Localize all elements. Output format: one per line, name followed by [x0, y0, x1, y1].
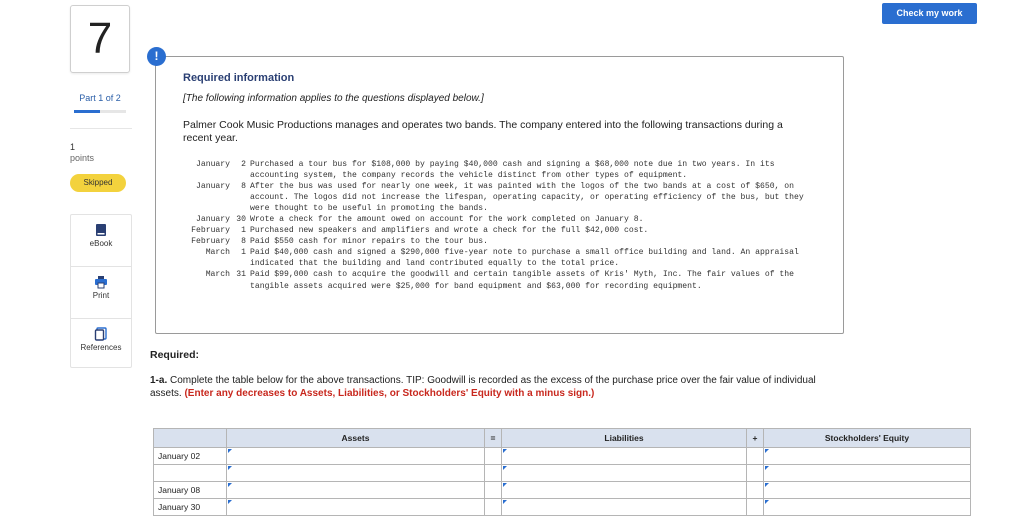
transaction-day: 2: [241, 160, 246, 169]
question-number: 7: [70, 5, 130, 73]
transaction-desc: Paid $550 cash for minor repairs to the tour bus.: [250, 237, 488, 247]
printer-icon: [94, 275, 108, 289]
plus-cell: [747, 448, 764, 465]
transaction-desc: Purchased new speakers and amplifiers and wrote a check for the full $42,000 cost.: [250, 226, 649, 236]
transaction-desc: Paid $40,000 cash and signed a $290,000 five-year note to purchase a small office building and land. An appraisal indicated that the building and land contributed equally to the total price.: [250, 248, 799, 269]
required-note: (Enter any decreases to Assets, Liabilities, or Stockholders' Equity with a minus sign.): [184, 387, 595, 399]
assets-header: Assets: [227, 429, 485, 448]
print-button[interactable]: [71, 275, 131, 319]
transaction-month: January: [196, 182, 230, 192]
transaction-month: March: [205, 270, 230, 280]
required-text: Complete the table below for the above transactions. TIP: Goodwill is recorded as the excess of the purchase price over the fair value of individual assets.: [150, 375, 816, 399]
points-value: 1: [70, 142, 76, 152]
required-instructions: [150, 375, 840, 400]
check-my-work-button[interactable]: Check my work: [882, 3, 977, 24]
plus-cell: [747, 482, 764, 499]
equity-input[interactable]: [764, 465, 971, 482]
info-title: Required information: [183, 72, 295, 84]
row-date: January 30: [154, 499, 227, 516]
part-indicator: Part 1 of 2: [79, 93, 121, 103]
liabilities-input[interactable]: [502, 499, 747, 516]
transaction-day: 31: [236, 270, 246, 280]
equals-cell: [485, 482, 502, 499]
tools-panel: [70, 214, 132, 368]
row-date: January 08: [154, 482, 227, 499]
rail-divider: [70, 128, 132, 129]
transaction-row: [172, 214, 812, 225]
transaction-row: [172, 269, 812, 291]
ebook-button[interactable]: [71, 223, 131, 267]
references-icon: [94, 327, 108, 341]
transaction-month: March: [205, 248, 230, 258]
transaction-month: February: [191, 237, 230, 247]
table-header-row: [154, 429, 971, 448]
equity-input[interactable]: [764, 448, 971, 465]
assets-input[interactable]: [227, 482, 485, 499]
stockholders-equity-header: Stockholders' Equity: [764, 429, 971, 448]
transaction-row: [172, 225, 812, 236]
print-label: Print: [92, 291, 110, 300]
transaction-desc: Paid $99,000 cash to acquire the goodwill and certain tangible assets of Kris' Myth, Inc. The fair values of the tangible assets acquired were $25,000 for band equipment and $63,000 for recording equipment.: [250, 270, 794, 291]
accounting-equation-table: [153, 428, 971, 516]
assets-input[interactable]: [227, 465, 485, 482]
equity-input[interactable]: [764, 482, 971, 499]
table-row: [154, 499, 971, 516]
book-icon: [94, 223, 108, 237]
equity-input[interactable]: [764, 499, 971, 516]
info-intro: Palmer Cook Music Productions manages and operates two bands. The company entered into the following transactions during a recent year.: [183, 119, 783, 144]
row-date: January 02: [154, 448, 227, 465]
equals-sign: =: [485, 429, 502, 448]
transaction-desc: After the bus was used for nearly one week, it was painted with the logos of the two bands at a cost of $650, on account. The logos did not increase the lifespan, operating capacity, or operating efficiency of the bus, but they were thought to be useful in promoting the bands.: [250, 182, 804, 214]
liabilities-input[interactable]: [502, 482, 747, 499]
assets-input[interactable]: [227, 499, 485, 516]
equals-cell: [485, 499, 502, 516]
transaction-day: 8: [241, 237, 246, 247]
ebook-label: eBook: [89, 239, 113, 248]
transaction-row: [172, 159, 812, 181]
table-row: [154, 465, 971, 482]
table-row: [154, 448, 971, 465]
liabilities-header: Liabilities: [502, 429, 747, 448]
plus-cell: [747, 465, 764, 482]
references-label: References: [80, 343, 122, 352]
table-row: [154, 482, 971, 499]
transaction-row: [172, 181, 812, 214]
liabilities-input[interactable]: [502, 448, 747, 465]
alert-icon: !: [147, 47, 166, 66]
transaction-month: January: [196, 160, 230, 169]
transaction-desc: Purchased a tour bus for $108,000 by paying $40,000 cash and signing a $68,000 note due in two years. In its accounting system, the company records the vehicle distinct from other types of equipment.: [250, 160, 775, 181]
transaction-row: [172, 247, 812, 269]
transaction-day: 30: [236, 215, 246, 225]
status-badge: Skipped: [70, 174, 126, 192]
transaction-desc: Wrote a check for the amount owed on account for the work completed on January 8.: [250, 215, 644, 225]
date-column-header: [154, 429, 227, 448]
references-button[interactable]: [71, 327, 131, 367]
transaction-day: 1: [241, 248, 246, 258]
required-heading: Required:: [150, 349, 200, 361]
liabilities-input[interactable]: [502, 465, 747, 482]
plus-sign: +: [747, 429, 764, 448]
transaction-day: 1: [241, 226, 246, 236]
equals-cell: [485, 448, 502, 465]
transaction-day: 8: [241, 182, 246, 192]
points-label: points: [70, 153, 95, 163]
assets-input[interactable]: [227, 448, 485, 465]
transaction-month: February: [191, 226, 230, 236]
transaction-list: [172, 159, 812, 292]
transaction-row: [172, 236, 812, 247]
row-date: [154, 465, 227, 482]
plus-cell: [747, 499, 764, 516]
info-subtitle: [The following information applies to the questions displayed below.]: [183, 93, 484, 104]
transaction-month: January: [196, 215, 230, 225]
part-progress-fill: [74, 110, 100, 113]
equals-cell: [485, 465, 502, 482]
required-part-label: 1-a.: [150, 375, 168, 386]
